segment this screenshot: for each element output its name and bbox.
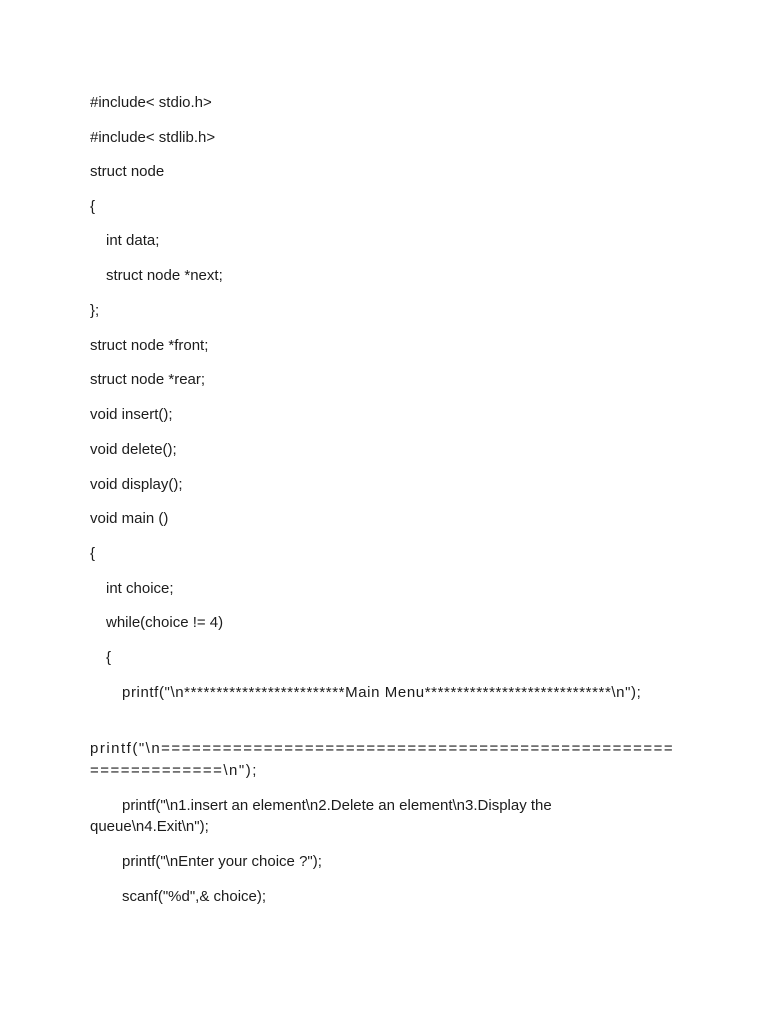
code-line: void display(); bbox=[90, 476, 183, 493]
code-line: void main () bbox=[90, 510, 169, 527]
code-line: printf("\n*************************Main Menu*****************************\n"); bbox=[122, 684, 642, 701]
code-line: void delete(); bbox=[90, 441, 177, 458]
code-line: #include< stdlib.h> bbox=[90, 129, 216, 146]
code-line-continuation: queue\n4.Exit\n"); bbox=[90, 818, 209, 835]
code-line: printf("\n================================================== bbox=[90, 740, 675, 757]
code-line: { bbox=[90, 545, 96, 562]
code-line: while(choice != 4) bbox=[106, 614, 224, 631]
code-line: void insert(); bbox=[90, 406, 173, 423]
code-line-continuation: =============\n"); bbox=[90, 762, 258, 779]
code-line: struct node *front; bbox=[90, 337, 209, 354]
code-line: { bbox=[90, 198, 96, 215]
code-line: int data; bbox=[106, 232, 160, 249]
code-line: printf("\nEnter your choice ?"); bbox=[122, 853, 322, 870]
code-line: #include< stdio.h> bbox=[90, 94, 212, 111]
code-line: printf("\n1.insert an element\n2.Delete an element\n3.Display the bbox=[122, 797, 552, 814]
code-line: struct node *next; bbox=[106, 267, 223, 284]
code-line: struct node *rear; bbox=[90, 371, 206, 388]
code-line: }; bbox=[90, 302, 100, 319]
code-line: scanf("%d",& choice); bbox=[122, 888, 267, 905]
code-line: int choice; bbox=[106, 580, 174, 597]
code-line: { bbox=[106, 649, 112, 666]
code-line: struct node bbox=[90, 163, 165, 180]
